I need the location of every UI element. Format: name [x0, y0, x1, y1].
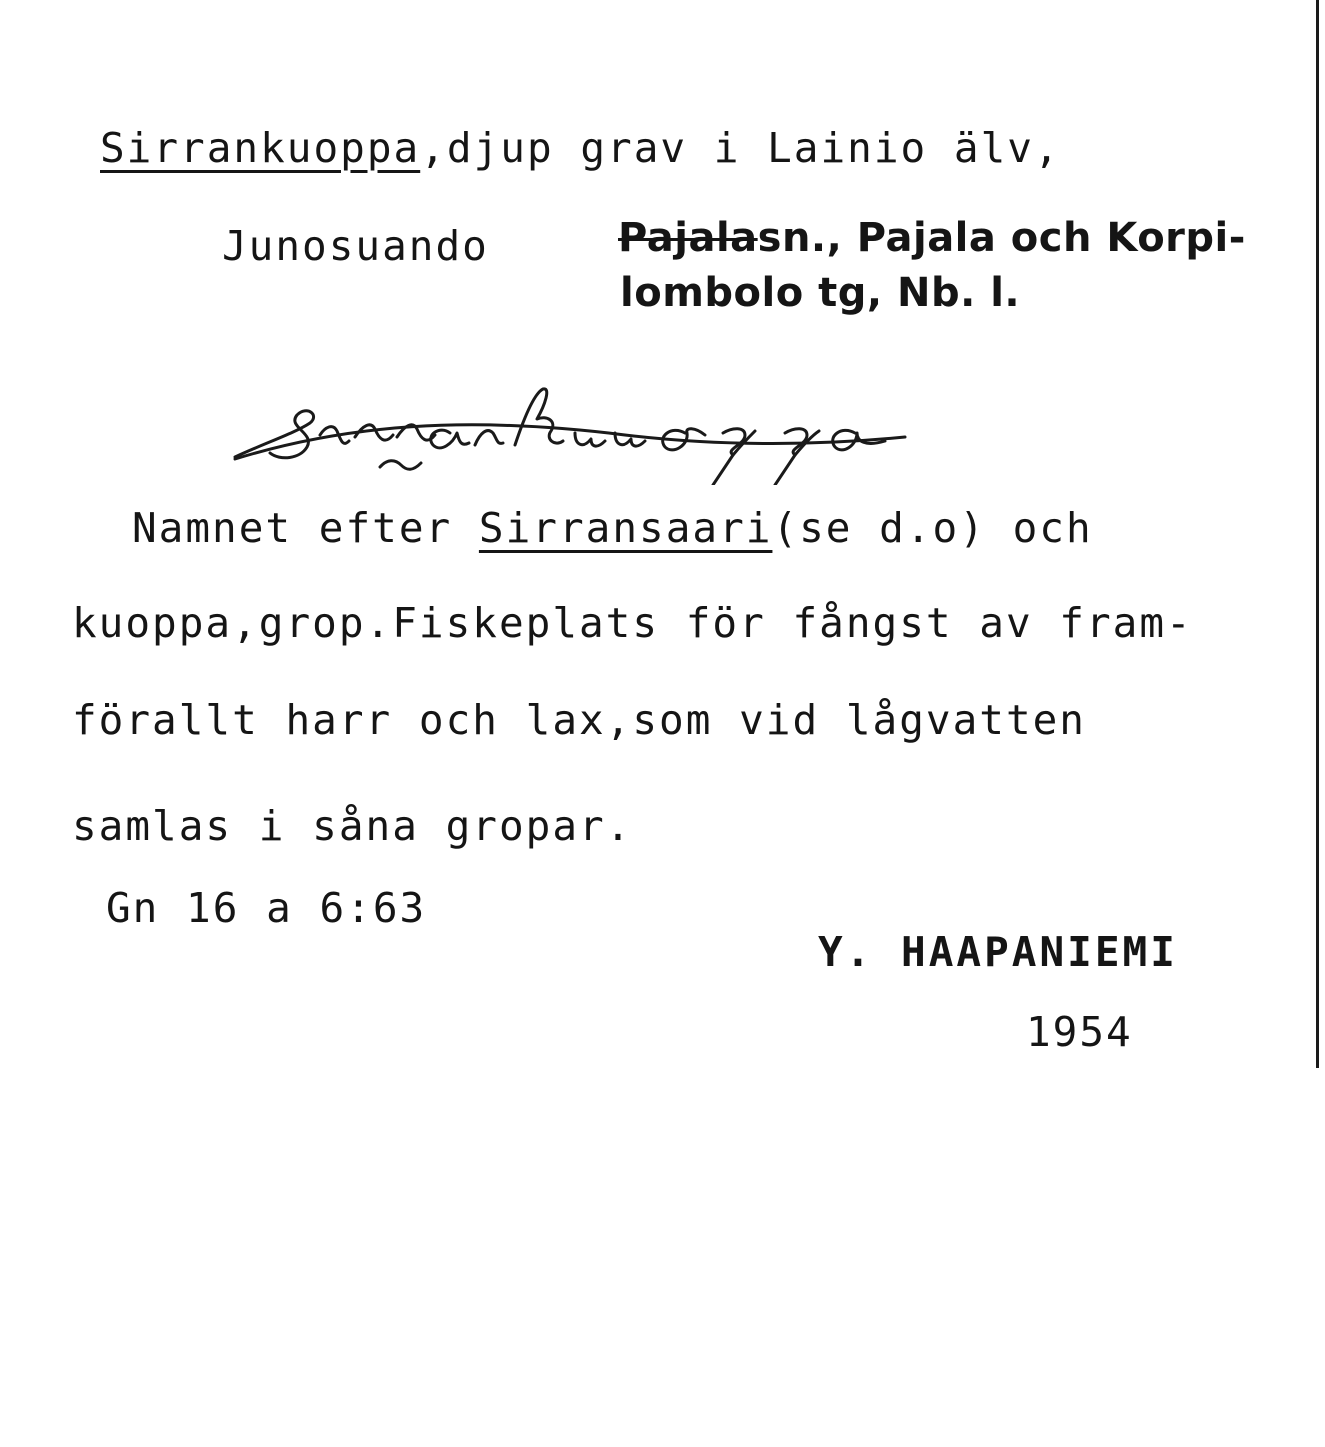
body-line-3: förallt harr och lax,som vid lågvatten — [72, 696, 1086, 744]
headword: Sirrankuoppa — [100, 124, 421, 172]
handwriting-strokes — [225, 375, 1125, 485]
body-line-4: samlas i såna gropar. — [72, 802, 633, 850]
parish-line-2: lombolo tg, Nb. l. — [620, 270, 1021, 316]
parish-rest: sn., Pajala och Korpi- — [757, 215, 1246, 261]
definition: ,djup grav i Lainio älv, — [420, 124, 1061, 172]
body-line-1 — [132, 504, 1093, 552]
cross-reference: Sirransaari — [478, 504, 773, 552]
handwritten-word — [225, 375, 1125, 490]
body-line-1-start: Namnet efter — [132, 504, 453, 552]
author-name: Y. HAAPANIEMI — [818, 928, 1178, 976]
headword-line — [100, 124, 1061, 172]
card-edge-line — [1316, 0, 1319, 1068]
body-line-1-end: (se d.o) och — [772, 504, 1093, 552]
parish-struck: Pajala — [618, 215, 758, 261]
year: 1954 — [1026, 1008, 1133, 1056]
body-line-2: kuoppa,grop.Fiskeplats för fångst av fram- — [72, 599, 1193, 647]
locale-name: Junosuando — [222, 222, 489, 270]
parish-line — [618, 215, 1246, 261]
source-reference: Gn 16 a 6:63 — [106, 884, 427, 932]
